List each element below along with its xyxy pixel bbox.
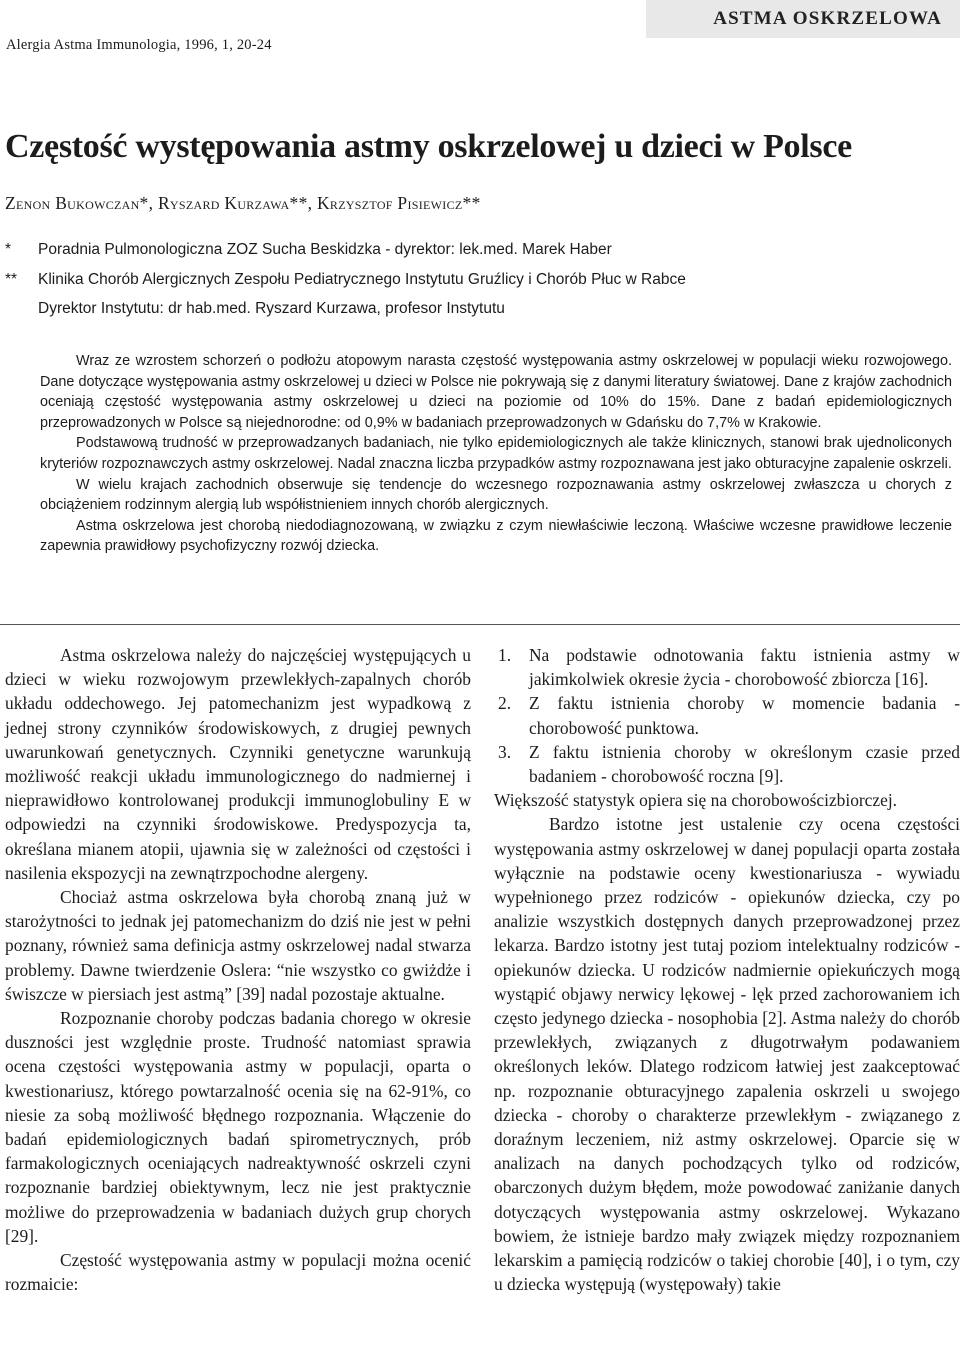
list-number: 1.: [498, 645, 512, 665]
journal-citation: Alergia Astma Immunologia, 1996, 1, 20-24: [6, 37, 272, 53]
list-number: 3.: [498, 741, 512, 762]
body-paragraph: Chociaż astma oskrzelowa była chorobą znaną już w starożytności to jednak jej patomechanizm do dziś nie jest w pełni poznany, również sama definicja astmy oskrzelowej nadal stwarza problemy. Dawne twierdzenie Oslera: “nie wszystko co gwiżdże i świszcze w piersiach jest astmą” [39] nadal pozostaje aktualne.: [5, 887, 471, 1004]
abstract-paragraph: W wielu krajach zachodnich obserwuje się tendencje do wczesnego rozpoznawania astmy oskrzelowej zwłaszcza u chorych z obciążeniem rodzinnym alergią lub współistnieniem innych chorób alergicznych.: [40, 476, 952, 514]
body-paragraph: Większość statystyk opiera się na chorobowościzbiorczej.: [494, 790, 898, 811]
body-paragraph: Rozpoznanie choroby podczas badania chorego w okresie duszności jest względnie proste. Trudność natomiast sprawia ocena częstości występowania astmy w populacji, oparta o kwestionariusz, którego powtarzalność ocenia się na 62-91%, co niesie za sobą możliwość błędnego rozpoznania. Włączenie do badań epidemiologicznych badań spirometrycznych, prób farmakologicznych oceniających nadreaktywność oskrzeli czyni rozpoznanie bardziej obiektywnym, lecz nie jest praktycznie możliwe do przeprowadzenia w badaniach dużych grup chorych [29].: [5, 1008, 471, 1246]
list-text: Z faktu istnienia choroby w określonym czasie przed badaniem - chorobowość roczna [9].: [529, 741, 960, 787]
section-banner: [646, 0, 960, 38]
affiliation-text: Dyrektor Instytutu: dr hab.med. Ryszard Kurzawa, profesor Instytutu: [38, 300, 505, 317]
list-text: Na podstawie odnotowania faktu istnienia astmy w jakimkolwiek okresie życia - chorobowość zbiorcza [16].: [529, 645, 960, 690]
body-paragraph: Częstość występowania astmy w populacji można ocenić rozmaicie:: [5, 1250, 471, 1295]
list-text: Z faktu istnienia choroby w momencie badania - chorobowość punktowa.: [529, 693, 960, 738]
list-item: [498, 740, 960, 788]
affiliation-1: [5, 241, 612, 259]
affiliation-mark: *: [5, 241, 12, 258]
body-column-left: [5, 643, 471, 1296]
article-title: Częstość występowania astmy oskrzelowej u dzieci w Polsce: [5, 128, 852, 165]
abstract-paragraph: Wraz ze wzrostem schorzeń o podłożu atopowym narasta częstość występowania astmy oskrzelowej w populacji wieku rozwojowego. Dane dotyczące występowania astmy oskrzelowej u dzieci w Polsce nie pokrywają się z danymi literatury światowej. Dane z krajów zachodnich oceniają częstość występowania astmy oskrzelowej u dzieci na poziomie od 10% do 15%. Dane z badań epidemiologicznych przeprowadzonych w Polsce są niejednorodne: od 0,9% w badaniach przeprowadzonych w Gdańsku do 7,7% w Krakowie.: [40, 353, 952, 431]
body-column-right: [494, 643, 960, 1296]
abstract-paragraph: Podstawową trudność w przeprowadzanych badaniach, nie tylko epidemiologicznych ale także klinicznych, stanowi brak ujednoliconych kryteriów rozpoznawczych astmy oskrzelowej. Nadal znaczna liczba przypadków astmy rozpoznawana jest jako obturacyjne zapalenie oskrzeli.: [40, 435, 952, 472]
affiliation-text: Klinika Chorób Alergicznych Zespołu Pediatrycznego Instytutu Gruźlicy i Chorób Płuc w Rabce: [38, 271, 686, 288]
divider: [0, 624, 960, 625]
abstract-paragraph: Astma oskrzelowa jest chorobą niedodiagnozowaną, w związku z czym niewłaściwie leczoną. Właściwe wczesne prawidłowe leczenie zapewnia prawidłowy psychofizyczny rozwój dziecka.: [40, 517, 952, 555]
author-list: Zenon Bukowczan*, Ryszard Kurzawa**, Krzysztof Pisiewicz**: [5, 193, 481, 213]
list-item: [498, 691, 960, 739]
list-number: 2.: [498, 693, 512, 714]
body-paragraph: Bardzo istotne jest ustalenie czy ocena częstości występowania astmy oskrzelowej w danej populacji oparta została wyłącznie na podstawie oceny kwestionariusza - wywiadu wypełnionego przez rodziców - opiekunów dziecka, czy po analizie wszystkich dostępnych danych przeprowadzonej przez lekarza. Bardzo istotny jest tutaj poziom intelektualny rodziców - opiekunów dziecka. U rodziców nadmiernie opiekuńczych mogą wystąpić objawy nerwicy lękowej - lęk przed zachorowaniem ich często jedynego dziecka - nosophobia [2]. Astma należy do chorób przewlekłych, związanych z długotrwałym podawaniem określonych leków. Dlatego rodzicom łatwiej jest zaakceptować np. rozpoznanie obturacyjnego zapalenia oskrzeli u swojego dziecka - choroby o charakterze przewlekłym - związanego z doraźnym leczeniem, niż astmy oskrzelowej. Oparcie się w analizach na danych pochodzących tylko od rodziców, obarczonych dużym błędem, może powodować zaniżanie danych dotyczących występowania astmy oskrzelowej. Wykazano bowiem, że istnieje bardzo mały związek między rozpoznaniem lekarskim a pamięcią rodziców o takiej chorobie [40], i o tym, czy u dziecka występują (występowały) takie: [494, 814, 960, 1295]
section-title: ASTMA OSKRZELOWA: [713, 8, 942, 29]
body-paragraph: Astma oskrzelowa należy do najczęściej występujących u dzieci w wieku rozwojowym przewlekłych-zapalnych chorób układu oddechowego. Jej patomechanizm jest wypadkową z jednej strony czynników środowiskowych, z drugiej pewnych uwarunkowań genetycznych. Czynniki genetyczne warunkują możliwość reakcji układu immunologicznego do nadmiernej i nieprawidłowo kontrolowanej produkcji immunoglobuliny E w odpowiedzi na czynniki środowiskowe. Predyspozycja ta, określana mianem atopii, ujawnia się w zależności od częstości i nasilenia ekspozycji na zewnątrzpochodne alergeny.: [5, 645, 471, 883]
affiliation-3: [38, 300, 505, 318]
affiliation-2: [5, 271, 686, 289]
list-item: [498, 643, 960, 691]
affiliation-text: Poradnia Pulmonologiczna ZOZ Sucha Beskidzka - dyrektor: lek.med. Marek Haber: [38, 241, 612, 258]
affiliation-mark: **: [5, 271, 18, 288]
prevalence-list: [494, 643, 960, 788]
abstract: [40, 351, 952, 557]
